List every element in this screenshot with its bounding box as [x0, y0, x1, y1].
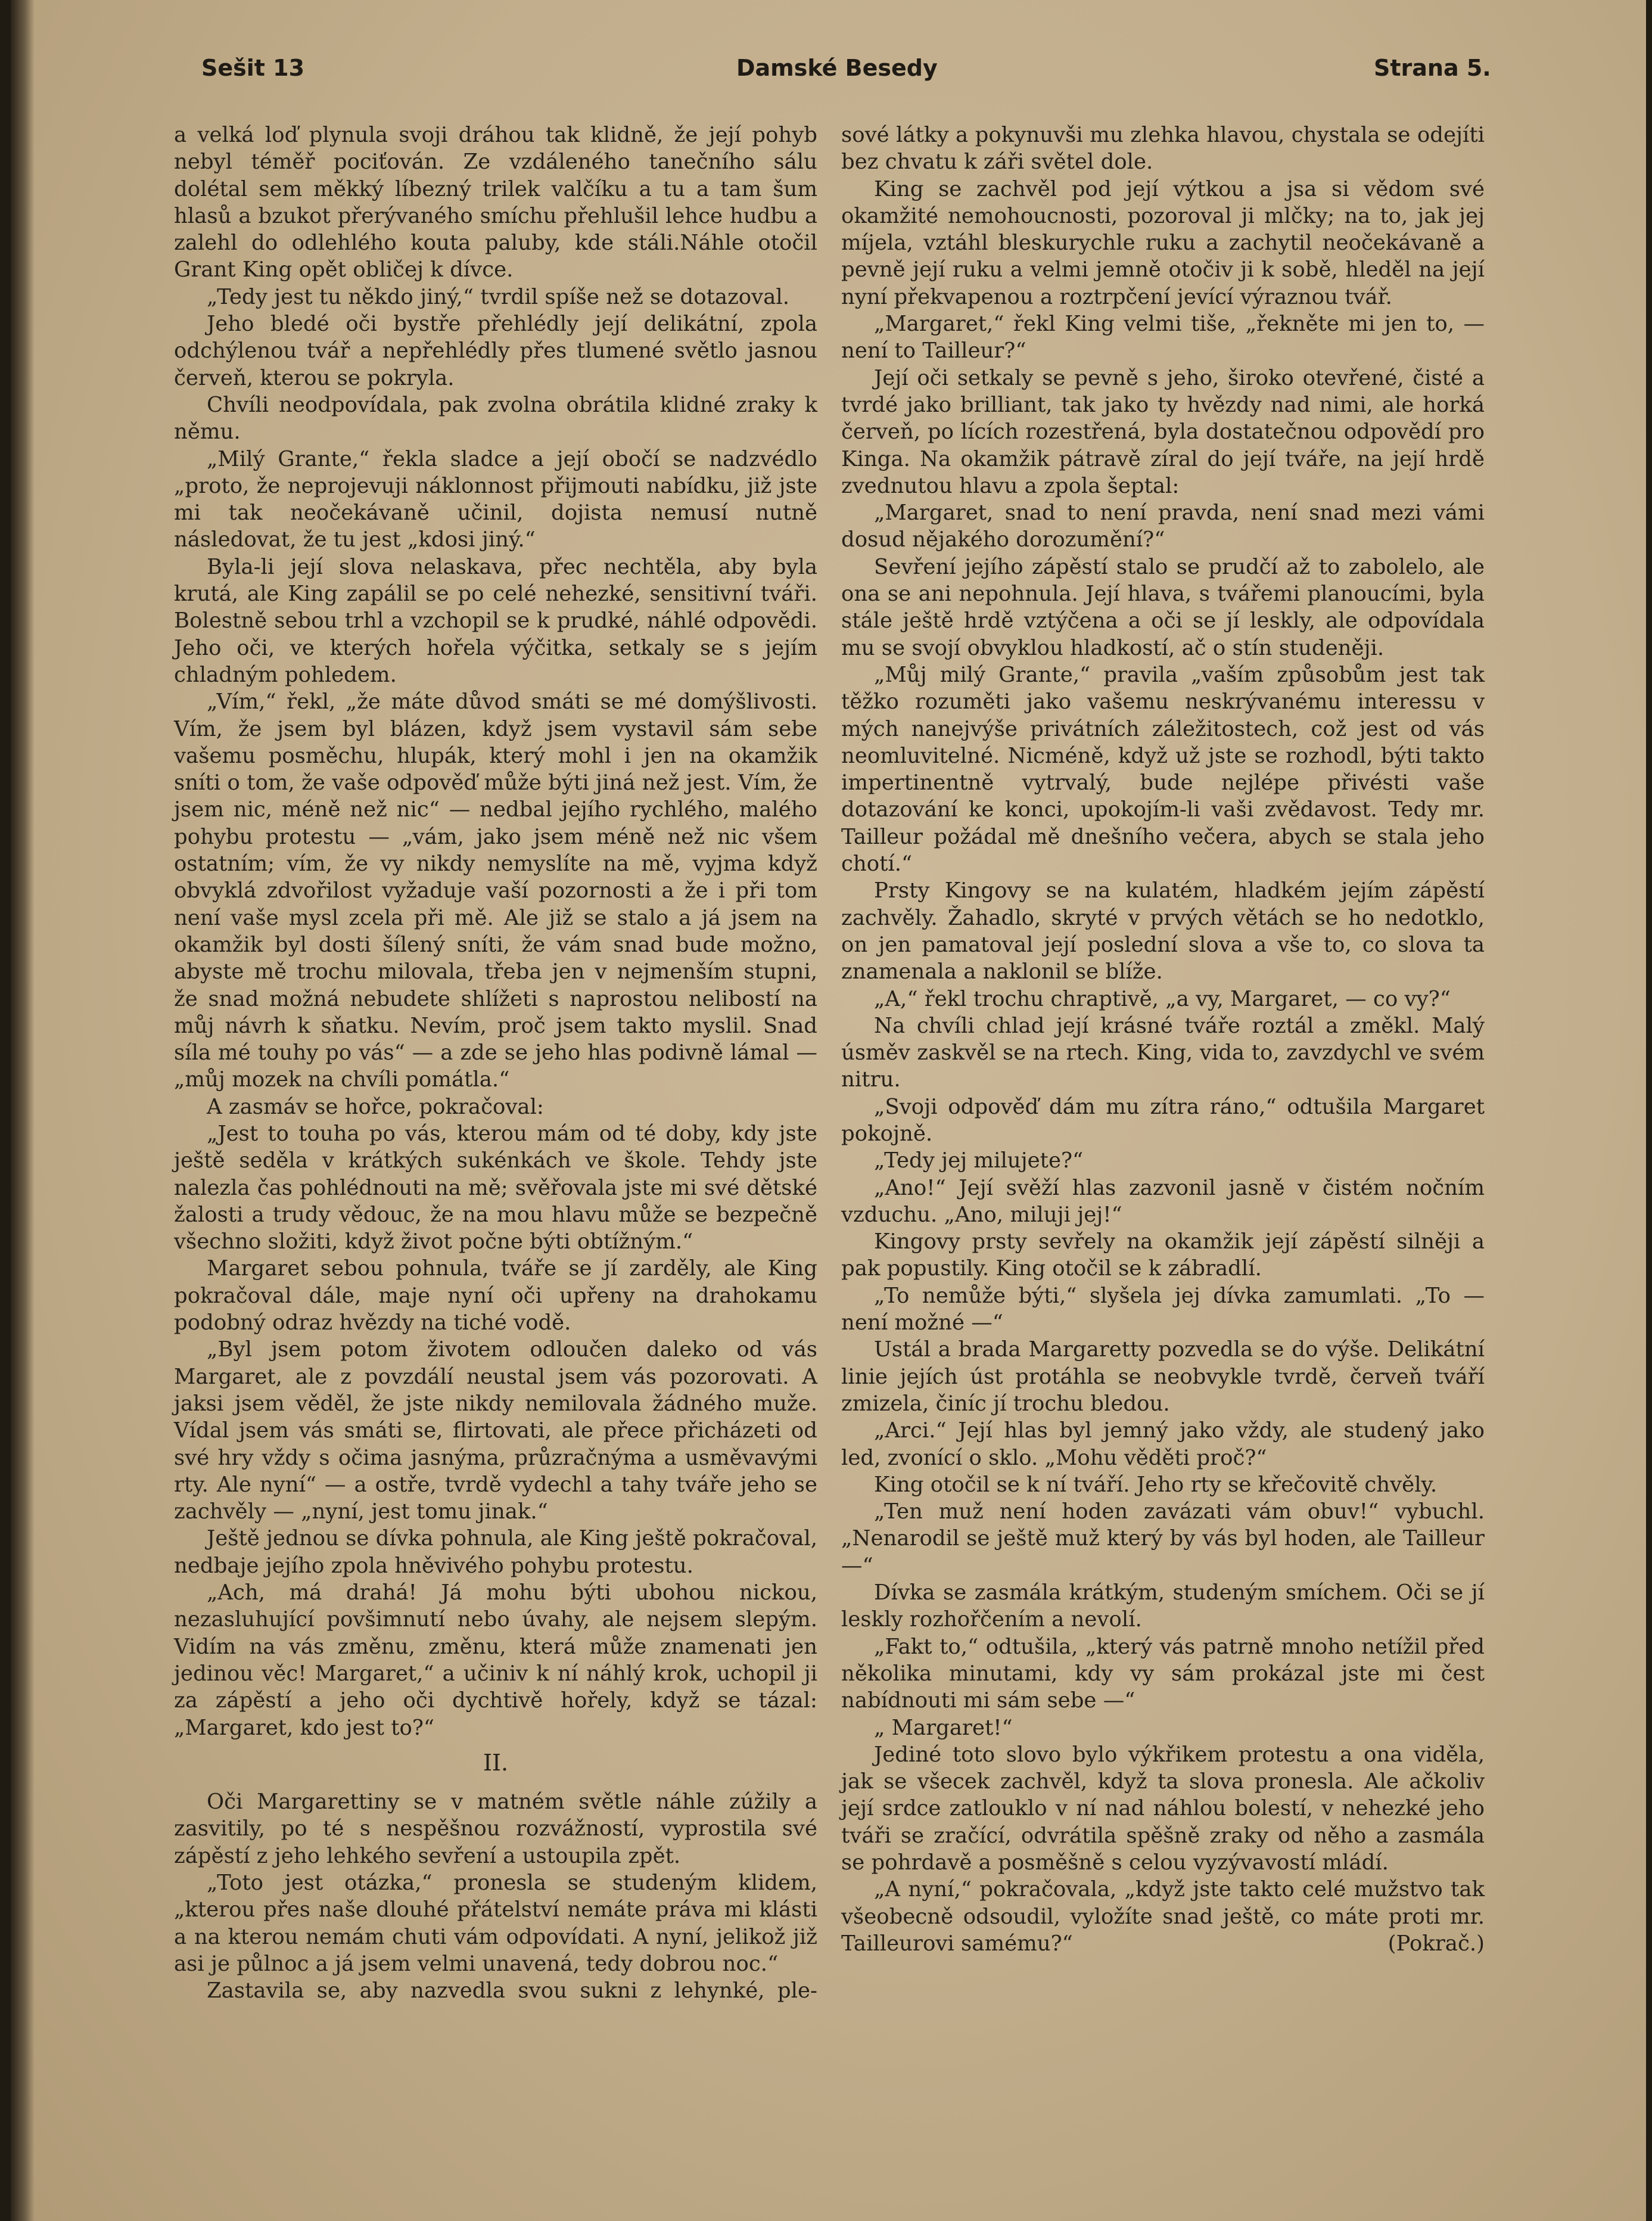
- paragraph: „Byl jsem potom životem odloučen daleko od vás Margaret, ale z povzdálí neustal jsem vás pozorovati. A jaksi jsem věděl, že jste nikdy nemilovala žádného muže. Vídal jsem vás smáti se, flirtovati, ale přece přicházeti od své hry vždy s očima jasnýma, průzračnýma a usměvavými rty. Ale nyní“ — a ostře, tvrdě vydechl a tahy tváře jeho se zachvěly — „nyní, jest tomu jinak.“: [174, 1337, 817, 1524]
- page-header: [11, 55, 1646, 91]
- paragraph: A zasmáv se hořce, pokračoval:: [207, 1094, 544, 1119]
- paragraph: „Margaret, snad to není pravda, není snad mezi vámi dosud nějakého dorozumění?“: [841, 501, 1485, 552]
- issue-number: Sešit 13: [201, 55, 305, 81]
- paragraph: Jeho bledé oči bystře přehlédly její delikátní, zpola odchýlenou tvář a nepřehlédly přes tlumené světlo jasnou červeň, kterou se pokryla.: [174, 312, 817, 390]
- paragraph: Prsty Kingovy se na kulatém, hladkém jejím zápěstí zachvěly. Žahadlo, skryté v prvých větách se ho nedotklo, on jen pamatoval její poslední slova a vše to, co slova ta znamenala a naklonil se blíže.: [841, 878, 1485, 984]
- paragraph: „A,“ řekl trochu chraptivě, „a vy, Margaret, — co vy?“: [874, 986, 1451, 1011]
- paragraph: Kingovy prsty sevřely na okamžik její zápěstí silněji a pak popustily. King otočil se k zábradlí.: [841, 1229, 1485, 1281]
- paragraph: King se zachvěl pod její výtkou a jsa si vědom své okamžité nemohoucnosti, pozoroval ji mlčky; na to, jak jej míjela, vztáhl bleskurychle ruku a zachytil neočekávaně a pevně její ruku a velmi jemně otočiv ji k sobě, hleděl na její nyní překvapenou a roztrpčení jevící výraznou tvář.: [841, 176, 1485, 309]
- right-column: [841, 122, 1485, 1957]
- paragraph: „Arci.“ Její hlas byl jemný jako vždy, ale studený jako led, zvonící o sklo. „Mohu věděti proč?“: [841, 1418, 1485, 1470]
- paragraph: King otočil se k ní tváří. Jeho rty se křečovitě chvěly.: [874, 1472, 1438, 1497]
- paragraph: „Fakt to,“ odtušila, „který vás patrně mnoho netížil před několika minutami, kdy vy sám prokázal jste mi čest nabídnouti mi sám sebe —“: [841, 1634, 1485, 1713]
- paragraph: Ještě jednou se dívka pohnula, ale King ještě pokračoval, nedbaje jejího zpola hněvivého pohybu protestu.: [174, 1526, 817, 1578]
- paragraph: Jediné toto slovo bylo výkřikem protestu a ona viděla, jak se všecek zachvěl, když ta slova pronesla. Ale ačkoliv její srdce zatlouklo v ní nad náhlou bolestí, v nehezké jeho tváři se zračící, odvrátila spěšně zraky od něho a zasmála se pohrdavě a posměšně s celou vyzývavostí mládí.: [841, 1742, 1485, 1875]
- page-paper: [11, 0, 1646, 2221]
- paragraph: Zastavila se, aby nazvedla svou sukni z lehynké, ple-: [207, 1978, 817, 2003]
- paragraph: Sevření jejího zápěstí stalo se prudčí až to zabolelo, ale ona se ani nepohnula. Její hlava, s tvářemi planoucími, byla stále ještě hrdě vztýčena a oči se jí leskly, ale odpovídala mu se svojí obvyklou hladkostí, ač o stín studeněji.: [841, 554, 1485, 660]
- paragraph: Na chvíli chlad její krásné tváře roztál a změkl. Malý úsměv zaskvěl se na rtech. King, vida to, zavzdychl ve svém nitru.: [841, 1013, 1485, 1092]
- continued-note: (Pokrač.): [1387, 1931, 1485, 1956]
- paragraph: sové látky a pokynuvši mu zlehka hlavou, chystala se odejíti bez chvatu k záři světel dole.: [841, 123, 1485, 175]
- paragraph: „Můj milý Grante,“ pravila „vaším způsobům jest tak těžko rozuměti jako vašemu neskrývanému interessu v mých nanejvýše privátních záležitostech, což jest od vás neomluvitelné. Nicméně, když už jste se rozhodl, býti takto impertinentně vytrvalý, bude nejlépe přivésti vaše dotazování ke konci, upokojím-li vaši zvědavost. Tedy mr. Tailleur požádal mě dnešního večera, abych se stala jeho chotí.“: [841, 662, 1485, 877]
- paragraph: „Milý Grante,“ řekla sladce a její obočí se nadzvédlo „proto, že neprojevuji náklonnost přijmouti nabídku, již jste mi tak neočekávaně učinil, dojista nemusí nutně následovat, že tu jest „kdosi jiný.“: [174, 446, 817, 552]
- paragraph: „Jest to touha po vás, kterou mám od té doby, kdy jste ještě seděla v krátkých sukénkách ve škole. Tehdy jste nalezla čas pohlédnouti na mě; svěřovala jste mi své dětské žalosti a trudy vědouc, že na mou hlavu může se bezpečně všechno složiti, když život počne býti obtížným.“: [174, 1121, 817, 1254]
- magazine-title: Damské Besedy: [736, 55, 938, 81]
- paragraph: „Ten muž není hoden zavázati vám obuv!“ vybuchl. „Nenarodil se ještě muž který by vás byl hoden, ale Tailleur —“: [841, 1499, 1485, 1578]
- paragraph-text: „A nyní,“ pokračovala, „když jste takto celé mužstvo tak všeobecně odsoudil, vyložíte snad ještě, co máte proti mr. Tailleurovi samému?“: [841, 1877, 1485, 1956]
- page-number: Strana 5.: [1374, 55, 1491, 81]
- paragraph: Oči Margarettiny se v matném světle náhle zúžily a zasvitily, po té s nespěšnou rozvážností, vyprostila své zápěstí z jeho lehkého sevření a ustoupila zpět.: [174, 1790, 817, 1868]
- paragraph: „Margaret,“ řekl King velmi tiše, „řekněte mi jen to, — není to Tailleur?“: [841, 312, 1485, 364]
- paragraph: Dívka se zasmála krátkým, studeným smíchem. Oči se jí leskly rozhořčením a nevolí.: [841, 1580, 1485, 1632]
- section-heading: II.: [483, 1749, 509, 1776]
- left-column: [174, 122, 817, 2004]
- paragraph: „Vím,“ řekl, „že máte důvod smáti se mé domýšlivosti. Vím, že jsem byl blázen, když jsem vystavil sám sebe vašemu posměchu, hlupák, který mohl i jen na okamžik sníti o tom, že vaše odpověď může býti jiná než jest. Vím, že jsem nic, méně než nic“ — nedbal jejího rychlého, malého pohybu protestu — „vám, jako jsem méně než nic všem ostatním; vím, že vy nikdy nemyslíte na mě, vyjma když obvyklá zdvořilost vyžaduje vaší pozornosti a že i při tom není vaše mysl zcela při mě. Ale již se stalo a já jsem na okamžik byl dosti šílený sníti, že vám snad bude možno, abyste mě trochu milovala, třeba jen v nejmenším stupni, že snad možná nebudete shlížeti s naprostou nelibostí na můj návrh k sňatku. Nevím, proč jsem takto myslil. Snad síla mé touhy po vás“ — a zde se jeho hlas podivně lámal — „můj mozek na chvíli pomátla.“: [174, 689, 817, 1092]
- paragraph: „Tedy jest tu někdo jiný,“ tvrdil spíše než se dotazoval.: [207, 284, 790, 309]
- paragraph: „ Margaret!“: [874, 1715, 1013, 1740]
- paragraph: „Tedy jej milujete?“: [874, 1148, 1084, 1173]
- paragraph: „To nemůže býti,“ slyšela jej dívka zamumlati. „To — není možné —“: [841, 1283, 1485, 1335]
- paragraph: „Svoji odpověď dám mu zítra ráno,“ odtušila Margaret pokojně.: [841, 1094, 1485, 1146]
- paragraph: Margaret sebou pohnula, tváře se jí zarděly, ale King pokračoval dále, maje nyní oči upřeny na drahokamu podobný odraz hvězdy na tiché vodě.: [174, 1256, 817, 1335]
- paragraph: „Ach, má drahá! Já mohu býti ubohou nickou, nezasluhující povšimnutí nebo úvahy, ale nejsem slepým. Vidím na vás změnu, změnu, která může znamenati jen jedinou věc! Margaret,“ a učiniv k ní náhlý krok, uchopil ji za zápěstí a jeho oči dychtivě hořely, když se tázal: „Margaret, kdo jest to?“: [174, 1580, 817, 1740]
- paragraph: „Ano!“ Její svěží hlas zazvonil jasně v čistém nočním vzduchu. „Ano, miluji jej!“: [841, 1175, 1485, 1227]
- paragraph: a velká loď plynula svoji dráhou tak klidně, že její pohyb nebyl téměř pociťován. Ze vzdáleného tanečního sálu dolétal sem měkký líbezný trilek valčíku a tu a tam šum hlasů a bzukot přerývaného smíchu přehlušil lehce hudbu a zalehl do odlehlého kouta paluby, kde stáli.Náhle otočil Grant King opět obličej k dívce.: [174, 123, 817, 282]
- paragraph: Chvíli neodpovídala, pak zvolna obrátila klidné zraky k němu.: [174, 392, 817, 445]
- page-binding-edge: [11, 0, 35, 2221]
- paragraph: Její oči setkaly se pevně s jeho, široko otevřené, čisté a tvrdé jako brilliant, tak jako ty hvězdy nad nimi, ale horká červeň, po lících rozestřená, byla dostatečnou odpovědí pro Kinga. Na okamžik pátravě zíral do její tváře, na její hrdě zvednutou hlavu a zpola šeptal:: [841, 365, 1485, 498]
- paragraph: [841, 1876, 1485, 1957]
- paragraph: Ustál a brada Margaretty pozvedla se do výše. Delikátní linie jejích úst protáhla se neobvykle tvrdě, červeň tváří zmizela, činíc jí trochu bledou.: [841, 1337, 1485, 1416]
- paragraph: „Toto jest otázka,“ pronesla se studeným klidem, „kterou přes naše dlouhé přátelství nemáte práva mi klásti a na kterou nemám chuti vám odpovídati. A nyní, jelikož již asi je půlnoc a já jsem velmi unavená, tedy dobrou noc.“: [174, 1871, 817, 1976]
- paragraph: Byla-li její slova nelaskava, přec nechtěla, aby byla krutá, ale King zapálil se po celé nehezké, sensitivní tváři. Bolestně sebou trhl a vzchopil se k prudké, náhlé odpovědi. Jeho oči, ve kterých hořela výčitka, setkaly se s jejím chladným pohledem.: [174, 554, 817, 687]
